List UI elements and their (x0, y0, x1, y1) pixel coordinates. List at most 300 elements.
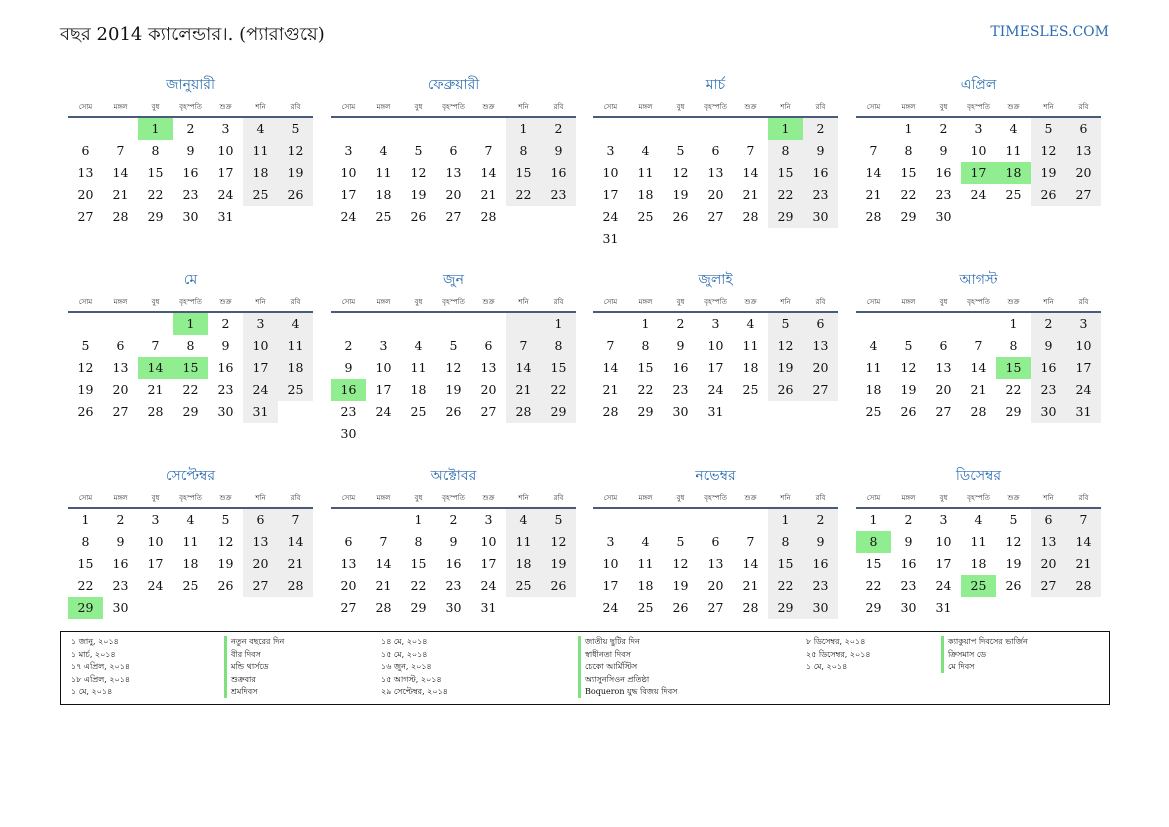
weekday-label: সোম (341, 103, 356, 111)
weekday-label: মঙ্গল (376, 494, 391, 502)
legend-marker (224, 636, 227, 698)
day-cell: 20 (243, 553, 278, 575)
day-cell: 27 (707, 209, 724, 224)
day-cell: 5 (449, 338, 458, 353)
weekday-label: বুধ (414, 494, 423, 502)
empty-cell (1031, 597, 1066, 619)
day-cell: 26 (672, 209, 689, 224)
day-cell: 9 (116, 534, 125, 549)
day-cell: 5 (81, 338, 90, 353)
day-cell: 3 (151, 512, 160, 527)
day-cell: 20 (935, 382, 952, 397)
empty-cell (103, 313, 138, 335)
day-cell: 28 (742, 600, 759, 615)
day-cell: 9 (221, 338, 230, 353)
day-cell: 7 (151, 338, 160, 353)
empty-cell (506, 423, 541, 445)
weekday-label: শুক্র (219, 103, 232, 111)
day-cell: 13 (340, 556, 357, 571)
day-cell: 11 (506, 531, 541, 553)
month-block (593, 467, 838, 619)
day-cell: 8 (506, 140, 541, 162)
day-cell: 22 (77, 578, 94, 593)
weekday-label: রবি (815, 103, 826, 111)
day-cell: 2 (904, 512, 913, 527)
day-cell: 21 (480, 187, 497, 202)
legend-dates-3: ৮ ডিসেম্বর, ২০১৪ ২৫ ডিসেম্বর, ২০১৪ ১ মে, ২০১৪ (806, 637, 871, 671)
day-cell: 7 (974, 338, 983, 353)
day-cell: 20 (445, 187, 462, 202)
day-cell: 28 (375, 600, 392, 615)
day-cell: 23 (935, 187, 952, 202)
day-cell: 25 (1005, 187, 1022, 202)
day-cell: 29 (182, 404, 199, 419)
empty-cell (856, 118, 891, 140)
day-cell: 10 (970, 143, 987, 158)
calendar-title: বছর 2014 ক্যালেন্ডার।. (প্যারাগুয়ে) (60, 24, 325, 45)
empty-cell (1066, 597, 1101, 619)
day-cell: 7 (116, 143, 125, 158)
month-block (68, 76, 313, 228)
day-cell: 19 (445, 382, 462, 397)
weekday-label: রবি (290, 494, 301, 502)
weekday-label: শনি (1043, 494, 1054, 502)
day-cell: 10 (243, 335, 278, 357)
weekday-header (856, 100, 1101, 114)
day-cell: 29 (768, 206, 803, 228)
month-name: এপ্রিল (960, 77, 997, 93)
day-grid (856, 509, 1101, 619)
day-cell: 18 (375, 187, 392, 202)
day-cell: 21 (375, 578, 392, 593)
day-cell: 3 (243, 313, 278, 335)
day-cell: 12 (768, 335, 803, 357)
day-cell: 10 (935, 534, 952, 549)
day-cell: 21 (1066, 553, 1101, 575)
day-cell: 25 (637, 600, 654, 615)
day-cell: 11 (1005, 143, 1022, 158)
day-cell: 9 (803, 531, 838, 553)
day-cell: 5 (278, 118, 313, 140)
day-cell: 5 (1009, 512, 1018, 527)
day-cell: 1 (768, 118, 803, 140)
day-cell: 26 (1005, 578, 1022, 593)
day-cell: 19 (1005, 556, 1022, 571)
day-cell: 16 (1031, 357, 1066, 379)
weekday-label: বৃহস্পতি (179, 298, 202, 306)
day-grid (593, 509, 838, 619)
month-block (68, 271, 313, 423)
empty-cell (278, 401, 313, 423)
day-cell: 3 (221, 121, 230, 136)
day-cell: 9 (186, 143, 195, 158)
day-cell: 1 (641, 316, 650, 331)
day-cell: 18 (243, 162, 278, 184)
day-cell: 9 (541, 140, 576, 162)
day-cell: 19 (278, 162, 313, 184)
empty-cell (366, 509, 401, 531)
day-cell: 31 (935, 600, 952, 615)
empty-cell (506, 313, 541, 335)
weekday-label: মঙ্গল (376, 103, 391, 111)
day-cell: 24 (970, 187, 987, 202)
weekday-label: সোম (866, 494, 881, 502)
day-cell: 17 (1066, 357, 1101, 379)
empty-cell (173, 597, 208, 619)
day-cell: 11 (375, 165, 392, 180)
weekday-label: শুক্র (219, 298, 232, 306)
day-cell: 10 (375, 360, 392, 375)
day-cell: 19 (1031, 162, 1066, 184)
day-cell: 13 (803, 335, 838, 357)
day-cell: 10 (1066, 335, 1101, 357)
day-cell: 21 (506, 379, 541, 401)
day-cell: 20 (803, 357, 838, 379)
empty-cell (663, 228, 698, 250)
day-cell: 22 (768, 575, 803, 597)
day-cell: 10 (340, 165, 357, 180)
day-grid (593, 118, 838, 250)
empty-cell (68, 313, 103, 335)
day-cell: 1 (904, 121, 913, 136)
day-cell: 23 (900, 578, 917, 593)
weekday-label: বুধ (676, 298, 685, 306)
day-cell: 11 (637, 556, 654, 571)
day-cell: 24 (340, 209, 357, 224)
day-cell: 16 (935, 165, 952, 180)
day-cell: 5 (768, 313, 803, 335)
weekday-label: রবি (290, 103, 301, 111)
day-cell: 21 (865, 187, 882, 202)
day-cell: 1 (1009, 316, 1018, 331)
day-cell: 30 (112, 600, 129, 615)
day-cell: 30 (935, 209, 952, 224)
day-cell: 22 (410, 578, 427, 593)
day-cell: 18 (182, 556, 199, 571)
day-cell: 23 (112, 578, 129, 593)
weekday-label: মঙ্গল (113, 494, 128, 502)
empty-cell (541, 423, 576, 445)
weekday-label: বুধ (414, 103, 423, 111)
day-cell: 27 (243, 575, 278, 597)
day-cell: 24 (217, 187, 234, 202)
weekday-label: শুক্র (482, 298, 495, 306)
day-cell: 30 (340, 426, 357, 441)
month-block (856, 76, 1101, 228)
month-name: জানুয়ারী (166, 77, 215, 93)
day-cell: 1 (768, 509, 803, 531)
weekday-label: রবি (553, 103, 564, 111)
day-cell: 14 (112, 165, 129, 180)
weekday-label: মঙ্গল (901, 298, 916, 306)
day-cell: 5 (221, 512, 230, 527)
day-cell: 15 (541, 357, 576, 379)
empty-cell (401, 423, 436, 445)
day-cell: 20 (1031, 553, 1066, 575)
day-cell: 30 (900, 600, 917, 615)
day-cell: 14 (602, 360, 619, 375)
day-cell: 7 (484, 143, 493, 158)
empty-cell (1031, 206, 1066, 228)
day-cell: 26 (278, 184, 313, 206)
day-cell: 6 (803, 313, 838, 335)
day-cell: 1 (541, 313, 576, 335)
day-cell: 12 (278, 140, 313, 162)
weekday-label: শনি (518, 103, 529, 111)
day-cell: 7 (869, 143, 878, 158)
day-cell: 27 (340, 600, 357, 615)
day-cell: 7 (746, 534, 755, 549)
legend-names-3: ক্যাকুয়াপ দিবসের ভার্জিন ক্রিসমাস ডে মে দিবস (948, 637, 1028, 671)
day-cell: 5 (541, 509, 576, 531)
empty-cell (698, 118, 733, 140)
day-cell: 12 (1005, 534, 1022, 549)
weekday-label: রবি (1078, 298, 1089, 306)
day-cell: 27 (707, 600, 724, 615)
weekday-label: মঙ্গল (638, 494, 653, 502)
day-cell: 19 (410, 187, 427, 202)
day-cell: 21 (147, 382, 164, 397)
day-cell: 18 (506, 553, 541, 575)
day-cell: 13 (935, 360, 952, 375)
day-cell: 2 (803, 118, 838, 140)
day-cell: 12 (672, 165, 689, 180)
site-link[interactable]: TIMESLES.COM (990, 24, 1109, 40)
month-block (331, 271, 576, 445)
day-cell: 18 (742, 360, 759, 375)
day-cell: 5 (904, 338, 913, 353)
day-cell: 17 (217, 165, 234, 180)
day-cell: 7 (606, 338, 615, 353)
weekday-label: বৃহস্পতি (704, 494, 727, 502)
day-cell: 28 (112, 209, 129, 224)
day-cell: 17 (961, 162, 996, 184)
legend-dates-2: ১৪ মে, ২০১৪ ১৫ মে, ২০১৪ ১৬ জুন, ২০১৪ ১৫ আগস্ট, ২০১৪ ২৯ সেপ্টেম্বর, ২০১৪ (381, 637, 448, 696)
day-cell: 17 (707, 360, 724, 375)
day-cell: 3 (711, 316, 720, 331)
legend-dates-1: ১ জানু, ২০১৪ ১ মার্চ, ২০১৪ ১৭ এপ্রিল, ২০১৪ ১৮ এপ্রিল, ২০১৪ ১ মে, ২০১৪ (71, 637, 131, 696)
legend-names-1: নতুন বছরের দিন বীর দিবস মন্ডি থার্সডে শুক্রবার শ্রমদিবস (231, 637, 285, 696)
day-cell: 29 (541, 401, 576, 423)
empty-cell (698, 509, 733, 531)
day-cell: 23 (803, 575, 838, 597)
weekday-label: সোম (603, 494, 618, 502)
day-cell: 4 (641, 143, 650, 158)
weekday-label: বুধ (151, 103, 160, 111)
month-name: মার্চ (705, 77, 726, 93)
day-cell: 18 (637, 187, 654, 202)
day-cell: 17 (147, 556, 164, 571)
day-cell: 5 (414, 143, 423, 158)
empty-cell (628, 118, 663, 140)
day-grid (856, 313, 1101, 423)
day-cell: 28 (278, 575, 313, 597)
day-cell: 8 (904, 143, 913, 158)
day-cell: 21 (742, 578, 759, 593)
weekday-label: রবি (815, 298, 826, 306)
day-cell: 7 (746, 143, 755, 158)
day-cell: 12 (672, 556, 689, 571)
day-cell: 4 (506, 509, 541, 531)
weekday-label: শনি (1043, 103, 1054, 111)
day-cell: 8 (768, 140, 803, 162)
day-cell: 13 (243, 531, 278, 553)
weekday-label: সোম (603, 298, 618, 306)
day-cell: 3 (484, 512, 493, 527)
day-cell: 6 (116, 338, 125, 353)
weekday-label: মঙ্গল (113, 103, 128, 111)
day-cell: 22 (541, 379, 576, 401)
month-block (593, 271, 838, 423)
day-cell: 5 (1031, 118, 1066, 140)
weekday-label: মঙ্গল (113, 298, 128, 306)
day-cell: 2 (939, 121, 948, 136)
day-cell: 28 (742, 209, 759, 224)
month-name: অক্টোবর (430, 468, 477, 484)
day-cell: 13 (480, 360, 497, 375)
weekday-header (856, 491, 1101, 505)
weekday-label: বৃহস্পতি (442, 494, 465, 502)
weekday-label: শনি (518, 494, 529, 502)
weekday-label: মঙ্গল (376, 298, 391, 306)
day-cell: 10 (217, 143, 234, 158)
weekday-label: বৃহস্পতি (442, 103, 465, 111)
weekday-label: রবি (815, 494, 826, 502)
empty-cell (593, 313, 628, 335)
day-cell: 28 (970, 404, 987, 419)
weekday-label: বুধ (939, 103, 948, 111)
day-cell: 14 (1066, 531, 1101, 553)
day-cell: 27 (803, 379, 838, 401)
empty-cell (243, 597, 278, 619)
empty-cell (733, 118, 768, 140)
empty-cell (733, 228, 768, 250)
day-cell: 25 (506, 575, 541, 597)
empty-cell (436, 313, 471, 335)
day-grid (331, 509, 576, 619)
day-cell: 14 (970, 360, 987, 375)
day-cell: 11 (742, 338, 759, 353)
day-cell: 19 (672, 187, 689, 202)
day-cell: 27 (935, 404, 952, 419)
month-name: আগস্ট (959, 272, 998, 288)
day-cell: 8 (81, 534, 90, 549)
weekday-label: শুক্র (1007, 298, 1020, 306)
day-cell: 7 (278, 509, 313, 531)
empty-cell (996, 206, 1031, 228)
day-cell: 25 (865, 404, 882, 419)
weekday-label: বৃহস্পতি (442, 298, 465, 306)
day-cell: 13 (112, 360, 129, 375)
day-cell: 4 (1009, 121, 1018, 136)
day-cell: 19 (541, 553, 576, 575)
weekday-label: শনি (255, 103, 266, 111)
day-cell: 24 (602, 600, 619, 615)
empty-cell (436, 118, 471, 140)
empty-cell (961, 206, 996, 228)
day-cell: 12 (900, 360, 917, 375)
day-cell: 4 (974, 512, 983, 527)
weekday-label: বৃহস্পতি (704, 103, 727, 111)
day-cell: 25 (410, 404, 427, 419)
day-cell: 16 (445, 556, 462, 571)
day-cell: 20 (707, 578, 724, 593)
weekday-label: সোম (78, 103, 93, 111)
day-cell: 18 (865, 382, 882, 397)
day-cell: 30 (803, 206, 838, 228)
day-cell: 6 (1031, 509, 1066, 531)
weekday-label: শুক্র (482, 103, 495, 111)
day-cell: 27 (1066, 184, 1101, 206)
day-cell: 18 (637, 578, 654, 593)
day-cell: 16 (182, 165, 199, 180)
day-cell: 12 (410, 165, 427, 180)
day-cell: 14 (506, 357, 541, 379)
day-cell: 16 (331, 379, 366, 401)
day-cell: 26 (541, 575, 576, 597)
weekday-label: বৃহস্পতি (704, 298, 727, 306)
day-cell: 25 (278, 379, 313, 401)
day-cell: 14 (375, 556, 392, 571)
empty-cell (366, 118, 401, 140)
day-cell: 5 (676, 143, 685, 158)
day-cell: 24 (243, 379, 278, 401)
day-grid (856, 118, 1101, 228)
day-cell: 20 (112, 382, 129, 397)
empty-cell (278, 597, 313, 619)
empty-cell (401, 313, 436, 335)
holiday-legend (60, 631, 1110, 705)
day-cell: 3 (606, 534, 615, 549)
day-cell: 29 (1005, 404, 1022, 419)
empty-cell (628, 509, 663, 531)
empty-cell (541, 597, 576, 619)
day-cell: 25 (182, 578, 199, 593)
day-cell: 6 (344, 534, 353, 549)
weekday-label: বুধ (939, 298, 948, 306)
empty-cell (331, 118, 366, 140)
day-cell: 29 (768, 597, 803, 619)
day-cell: 17 (602, 187, 619, 202)
legend-names-2: জাতীয় ছুটির দিন স্বাধীনতা দিবস চেকো আর্মিস্টিস অ্যাসুনসিওন প্রতিষ্ঠা Boqueron যুদ্ধ বিজয় দিবস (585, 637, 678, 696)
day-cell: 2 (803, 509, 838, 531)
day-cell: 12 (77, 360, 94, 375)
month-block (856, 271, 1101, 423)
day-cell: 19 (217, 556, 234, 571)
day-cell: 15 (768, 553, 803, 575)
day-cell: 16 (803, 553, 838, 575)
day-cell: 15 (506, 162, 541, 184)
day-cell: 3 (606, 143, 615, 158)
day-cell: 26 (445, 404, 462, 419)
day-cell: 2 (1031, 313, 1066, 335)
empty-cell (278, 206, 313, 228)
day-cell: 30 (182, 209, 199, 224)
month-name: জুলাই (698, 272, 733, 288)
day-cell: 7 (1066, 509, 1101, 531)
day-cell: 28 (865, 209, 882, 224)
empty-cell (138, 597, 173, 619)
day-grid (331, 118, 576, 228)
empty-cell (593, 509, 628, 531)
day-cell: 12 (445, 360, 462, 375)
weekday-header (331, 491, 576, 505)
day-cell: 26 (217, 578, 234, 593)
empty-cell (961, 597, 996, 619)
weekday-header (68, 295, 313, 309)
empty-cell (541, 206, 576, 228)
day-cell: 21 (970, 382, 987, 397)
